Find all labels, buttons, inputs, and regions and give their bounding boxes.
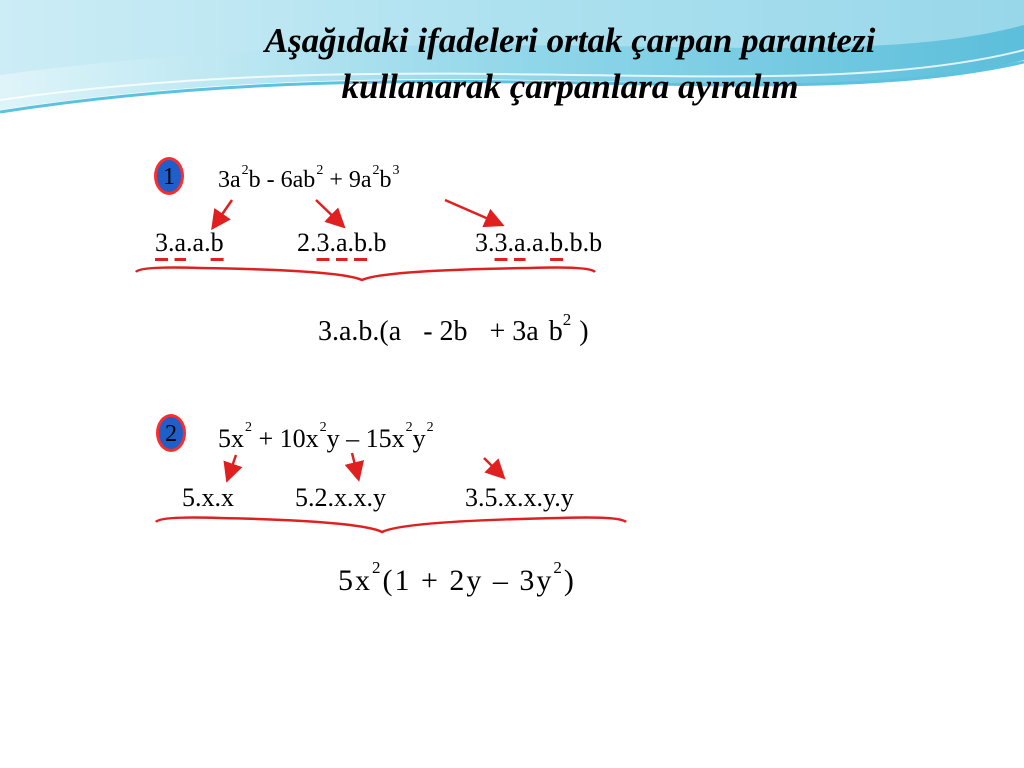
example-1-expression: [218, 163, 400, 194]
exponent: 2: [241, 163, 249, 178]
arrow-2c: [484, 458, 502, 476]
exponent: 2: [553, 558, 564, 577]
term: – 15x: [346, 424, 405, 453]
exponent: 3: [392, 163, 400, 178]
example-2-factor-3: 3.5.x.x.y.y: [465, 483, 574, 512]
example-1-result: [318, 310, 589, 348]
example-2-badge: 2: [156, 414, 186, 452]
brace-1: [136, 268, 595, 281]
example-2-result: [338, 558, 576, 598]
term: - 6ab: [266, 167, 316, 193]
term: 3a: [218, 167, 241, 193]
factor-part: .b: [367, 228, 387, 257]
factor-part: b: [550, 228, 564, 257]
result-part: b: [548, 316, 563, 347]
factor-part: .b.b: [563, 228, 603, 257]
exponent: 2: [426, 420, 434, 435]
exponent: 2: [316, 163, 324, 178]
exponent: 2: [245, 420, 252, 435]
result-part: - 2b: [423, 316, 468, 347]
exponent: 2: [372, 163, 380, 178]
result-part: 3.a.b.(a: [318, 316, 402, 347]
arrow-1a: [214, 200, 232, 226]
arrow-2b: [352, 453, 358, 477]
result-part: ): [563, 564, 576, 597]
title-line-2: kullanarak çarpanlara ayıralım: [341, 67, 799, 106]
factor-part: .a.: [525, 228, 551, 257]
example-1-badge: 1: [154, 157, 184, 195]
factor-part: b: [210, 228, 224, 257]
arrow-1c: [445, 200, 500, 224]
term: b: [248, 167, 261, 193]
factor-part: .: [329, 228, 336, 257]
exponent: 2: [405, 420, 413, 435]
example-2-expression: [218, 420, 434, 454]
result-part: ): [579, 316, 589, 347]
example-1-factor-3: [475, 228, 602, 258]
factor-part: a: [514, 228, 526, 257]
factor-part: 3: [494, 228, 508, 257]
title-line-1: Aşağıdaki ifadeleri ortak çarpan parantezi: [264, 21, 876, 60]
factor-part: 2.: [297, 228, 317, 257]
factor-part: a: [336, 228, 348, 257]
result-part: (1 + 2y – 3y: [382, 564, 554, 597]
term: + 10x: [258, 424, 319, 453]
exponent: 2: [562, 310, 572, 329]
arrow-2a: [228, 455, 236, 478]
term: + 9a: [329, 167, 372, 193]
example-2-factor-2: 5.2.x.x.y: [295, 483, 386, 512]
arrow-1b: [316, 200, 342, 225]
factor-part: a: [174, 228, 187, 257]
example-1-factor-1: [155, 228, 224, 258]
factor-part: .: [168, 228, 175, 257]
example-1-factor-2: [297, 228, 387, 258]
term: y: [412, 424, 426, 453]
page-title: [140, 18, 1000, 110]
factor-part: .: [347, 228, 355, 257]
term: 5x: [218, 424, 244, 453]
exponent: 2: [319, 420, 327, 435]
factor-part: .a.: [186, 228, 211, 257]
factor-part: b: [354, 228, 368, 257]
factor-part: 3: [155, 228, 168, 257]
result-part: 5x: [338, 564, 372, 597]
factor-part: .: [507, 228, 514, 257]
factor-part: 3: [316, 228, 330, 257]
factor-part: 3.: [475, 228, 495, 257]
result-part: + 3a: [489, 316, 539, 347]
exponent: 2: [372, 558, 383, 577]
example-2-factor-1: 5.x.x: [182, 483, 234, 512]
brace-2: [156, 518, 626, 533]
term: b: [379, 167, 392, 193]
term: y: [326, 424, 340, 453]
